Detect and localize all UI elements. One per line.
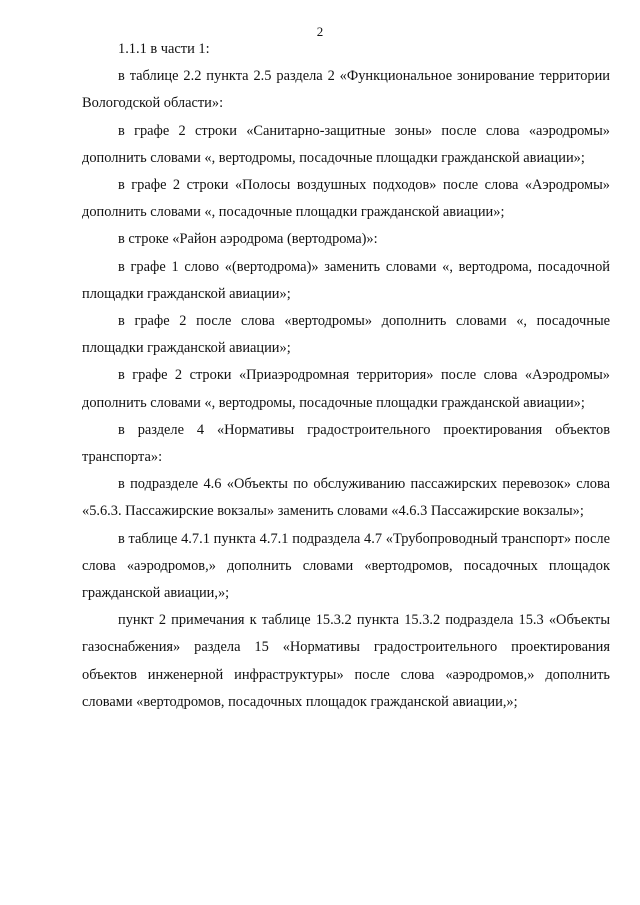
paragraph: в графе 1 слово «(вертодрома)» заменить словами «, вертодрома, посадочной площадки гражданской авиации»; [82,258,610,302]
paragraph: в строке «Район аэродрома (вертодрома)»: [118,231,378,248]
page-number: 2 [316,24,324,39]
paragraph: пункт 2 примечания к таблице 15.3.2 пункта 15.3.2 подраздела 15.3 «Объекты газоснабжения» раздела 15 «Нормативы градостроительного проектирования объектов инженерной инфраструктуры» после слова «аэродромов,» дополнить словами «вертодромов, посадочных площадок гражданской авиации,»; [82,612,610,710]
paragraph: в таблице 2.2 пункта 2.5 раздела 2 «Функциональное зонирование территории Вологодской области»: [82,68,610,112]
document-body [82,36,610,716]
paragraph: в графе 2 после слова «вертодромы» дополнить словами «, посадочные площадки гражданской авиации»; [82,313,610,357]
paragraph: в графе 2 строки «Полосы воздушных подходов» после слова «Аэродромы» дополнить словами «, посадочные площадки гражданской авиации»; [82,177,610,221]
paragraph: в разделе 4 «Нормативы градостроительного проектирования объектов транспорта»: [82,421,610,466]
paragraph: 1.1.1 в части 1: [118,41,210,57]
paragraph: в таблице 4.7.1 пункта 4.7.1 подраздела 4.7 «Трубопроводный транспорт» после слова «аэродромов,» дополнить словами «вертодромов, посадочных площадок гражданской авиации,»; [82,530,610,602]
paragraph: в графе 2 строки «Санитарно-защитные зоны» после слова «аэродромы» дополнить словами «, вертодромы, посадочные площадки гражданской авиации»; [82,122,610,166]
paragraph: в графе 2 строки «Приаэродромная территория» после слова «Аэродромы» дополнить словами «, вертодромы, посадочные площадки гражданской авиации»; [82,367,610,411]
paragraph: в подразделе 4.6 «Объекты по обслуживанию пассажирских перевозок» слова «5.6.3. Пассажирские вокзалы» заменить словами «4.6.3 Пассажирские вокзалы»; [82,476,610,520]
